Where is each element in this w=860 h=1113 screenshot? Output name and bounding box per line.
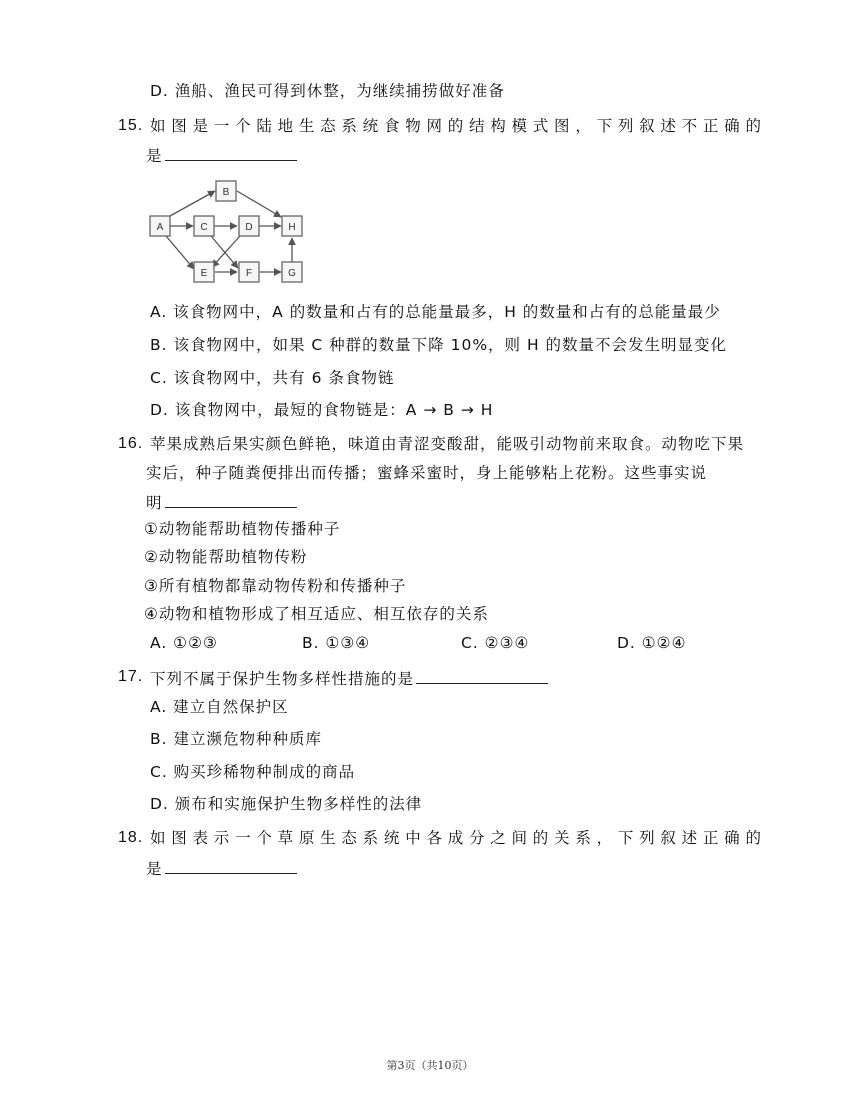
q18-stem-char: 表 [192, 829, 210, 847]
node-b-label: B [222, 187, 230, 198]
edge-a-b [170, 191, 215, 216]
q15-option-a: A. 该食物网中，A 的数量和占有的总能量最多，H 的数量和占有的总能量最少 [150, 303, 721, 321]
q18-stem-char: 成 [447, 829, 465, 847]
q15-stem-char: 陆 [256, 117, 273, 135]
q16-choice-b: B. ①③④ [302, 634, 371, 652]
q18-stem-char: 列 [639, 829, 656, 847]
q18-number: 18. [118, 829, 144, 846]
q18-stem-char: 的 [532, 829, 550, 847]
q15-stem-char: 述 [660, 117, 677, 135]
q15-stem-char: 下 [596, 117, 614, 135]
q15-option-d: D. 该食物网中，最短的食物链是：A → B → H [150, 401, 494, 419]
q17-option-d: D. 颁布和实施保护生物多样性的法律 [150, 795, 423, 813]
q15-option-b: B. 该食物网中，如果 C 种群的数量下降 10%，则 H 的数量不会发生明显变化 [150, 336, 728, 354]
q17-answer-blank[interactable] [416, 667, 548, 684]
food-web-diagram [140, 174, 315, 292]
q17-stem-text: 下列不属于保护生物多样性措施的是 [150, 670, 415, 688]
q18-stem-char: 确 [724, 829, 741, 847]
q16-answer-blank[interactable] [165, 491, 297, 508]
q18-stem-char: ， [596, 829, 614, 847]
q15-stem-char: 的 [447, 117, 465, 135]
q16-statement-1: ①动物能帮助植物传播种子 [144, 520, 341, 538]
q16-choice-c: C. ②③④ [461, 634, 530, 652]
q18-stem-tail: 是 [146, 860, 163, 878]
q18-stem-char: 生 [320, 829, 337, 847]
q18-stem-char: 如 [150, 829, 167, 847]
q16-stem-line1: 苹果成熟后果实颜色鲜艳，味道由青涩变酸甜，能吸引动物前来取食。动物吃下果 [150, 435, 745, 453]
q18-stem-char: 的 [745, 829, 762, 847]
q17-stem [150, 667, 548, 689]
q15-stem-char: 生 [298, 117, 316, 135]
q17-option-c: C. 购买珍稀物种制成的商品 [150, 763, 356, 781]
edge-a-e [166, 236, 194, 269]
q16-stem-tail: 明 [146, 494, 163, 512]
q18-stem-char: 系 [575, 829, 592, 847]
page-footer: 第3页（共10页） [386, 1059, 474, 1072]
q15-stem-char: 食 [383, 117, 401, 135]
q15-stem-char: 叙 [639, 117, 656, 135]
q18-stem-char: 正 [702, 829, 720, 847]
node-e-label: E [200, 268, 208, 279]
q18-stem-char: 各 [426, 829, 443, 847]
q18-stem-char: 草 [277, 829, 295, 847]
q18-stem-line2 [146, 857, 297, 879]
q16-statement-3: ③所有植物都靠动物传粉和传播种子 [144, 577, 407, 595]
q16-choice-a: A. ①②③ [150, 634, 218, 652]
q15-stem-char: 式 [532, 117, 550, 135]
node-f-label: F [245, 268, 253, 279]
q15-stem-char: ， [575, 117, 592, 135]
q15-stem-char: 个 [235, 117, 252, 135]
q18-stem-char: 间 [511, 829, 529, 847]
q18-stem-char: 下 [617, 829, 635, 847]
node-a-label: A [156, 222, 164, 233]
q16-stem-line3 [146, 491, 297, 513]
q15-stem-char: 一 [213, 117, 231, 135]
q17-option-b: B. 建立濒危物种种质库 [150, 730, 322, 748]
q15-stem-char: 不 [681, 117, 699, 135]
q18-stem-char: 中 [405, 829, 422, 847]
q18-stem-char: 原 [298, 829, 316, 847]
q15-answer-blank[interactable] [165, 144, 297, 161]
q15-stem-line1 [150, 116, 762, 136]
q18-stem-char: 述 [681, 829, 699, 847]
q15-stem-tail: 是 [146, 147, 163, 165]
q16-choice-d: D. ①②④ [617, 634, 687, 652]
q15-stem-char: 网 [426, 117, 443, 135]
q15-stem-char: 列 [617, 117, 635, 135]
q16-choices [150, 633, 750, 655]
node-c-label: C [200, 222, 208, 233]
node-g-label: G [288, 268, 296, 279]
q15-stem-char: 态 [320, 117, 337, 135]
q15-stem-char: 构 [490, 117, 507, 135]
q17-option-a: A. 建立自然保护区 [150, 698, 289, 716]
q16-statement-2: ②动物能帮助植物传粉 [144, 548, 308, 566]
q15-stem-char: 的 [745, 117, 762, 135]
q18-stem-char: 统 [383, 829, 401, 847]
q18-answer-blank[interactable] [165, 857, 297, 874]
q18-stem-char: 图 [171, 829, 188, 847]
q16-statement-4: ④动物和植物形成了相互适应、相互依存的关系 [144, 605, 489, 623]
q18-stem-char: 个 [256, 829, 273, 847]
q18-stem-char: 一 [235, 829, 252, 847]
q15-stem-char: 结 [468, 117, 486, 135]
q18-stem-char: 叙 [660, 829, 677, 847]
q15-stem-char: 物 [405, 117, 422, 135]
q15-stem-char: 图 [554, 117, 571, 135]
q15-stem-char: 地 [277, 117, 295, 135]
q18-stem-line1 [150, 828, 762, 848]
q18-stem-char: 系 [362, 829, 380, 847]
q15-stem-char: 系 [341, 117, 358, 135]
q15-stem-char: 图 [171, 117, 188, 135]
q18-stem-char: 示 [213, 829, 231, 847]
q15-option-c: C. 该食物网中，共有 6 条食物链 [150, 369, 395, 387]
q16-number: 16. [118, 435, 144, 452]
node-h-label: H [288, 222, 296, 233]
q15-stem-char: 模 [511, 117, 529, 135]
node-d-label: D [245, 222, 253, 233]
q15-stem-char: 是 [192, 117, 210, 135]
edge-b-h [237, 191, 281, 217]
edge-d-e [212, 236, 240, 267]
q15-stem-char: 正 [702, 117, 720, 135]
q15-stem-line2 [146, 144, 297, 166]
q14-option-d: D. 渔船、渔民可得到休整，为继续捕捞做好准备 [150, 82, 505, 100]
q15-stem-char: 统 [362, 117, 380, 135]
q18-stem-char: 分 [468, 829, 486, 847]
q15-number: 15. [118, 117, 144, 134]
q16-stem-line2: 实后，种子随粪便排出而传播；蜜蜂采蜜时，身上能够粘上花粉。这些事实说 [146, 464, 708, 482]
q18-stem-char: 关 [554, 829, 571, 847]
q15-stem-char: 确 [724, 117, 741, 135]
q18-stem-char: 态 [341, 829, 358, 847]
q18-stem-char: 之 [490, 829, 507, 847]
q15-stem-char: 如 [150, 117, 167, 135]
q17-number: 17. [118, 668, 144, 685]
